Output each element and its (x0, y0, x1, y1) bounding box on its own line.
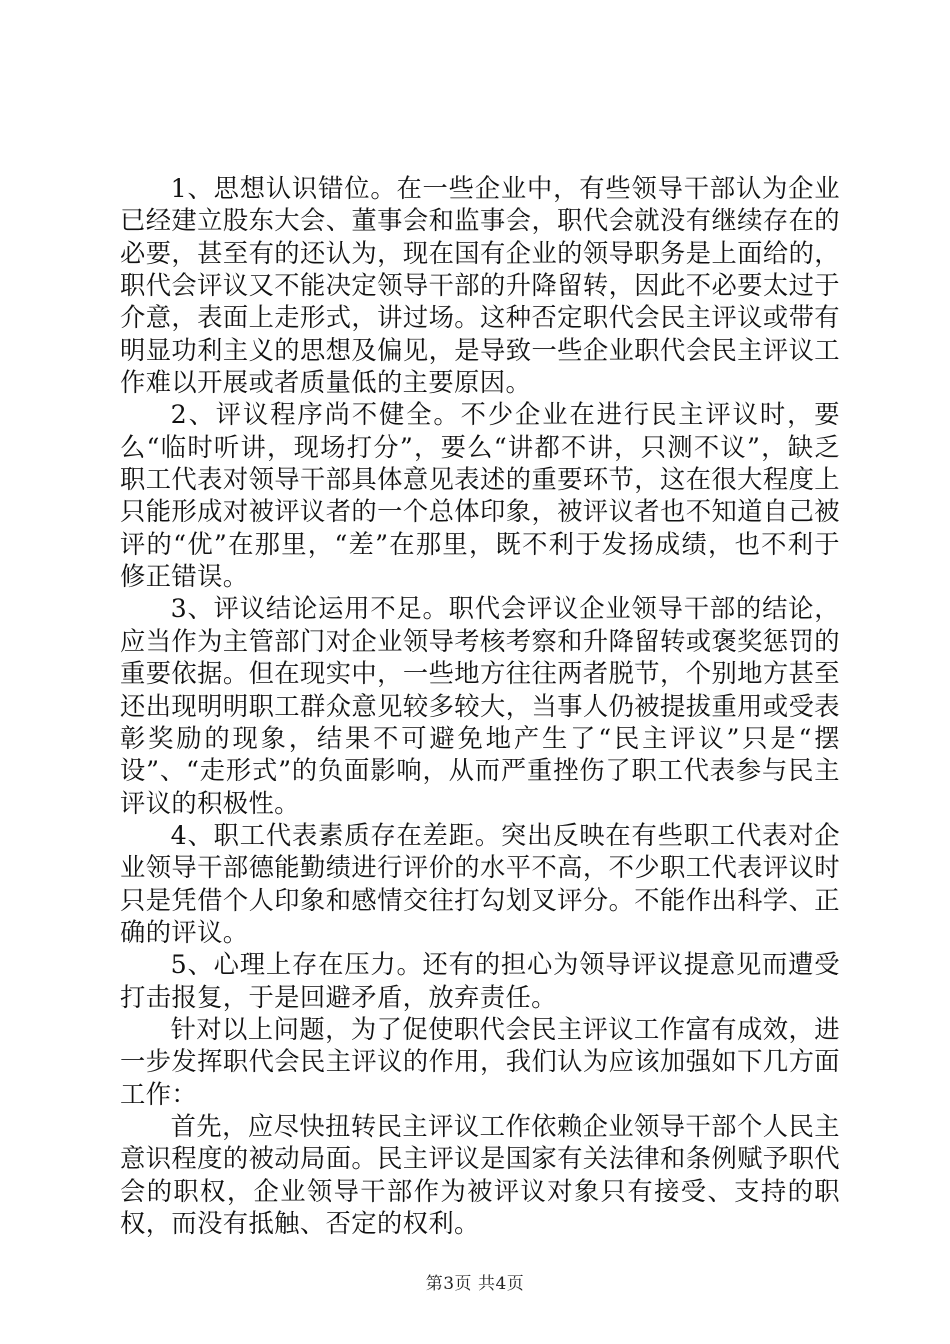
paragraph-point-4: 4、职工代表素质存在差距。突出反映在有些职工代表对企业领导干部德能勤绩进行评价的水平不高，不少职工代表评议时只是凭借个人印象和感情交往打勾划叉评分。不能作出科学、正确的评议。 (120, 820, 840, 947)
paragraph-first-measure: 首先，应尽快扭转民主评议工作依赖企业领导干部个人民主意识程度的被动局面。民主评议是国家有关法律和条例赋予职代会的职权，企业领导干部作为被评议对象只有接受、支持的职权，而没有抵触、否定的权利。 (120, 1111, 840, 1238)
paragraph-point-3: 3、评议结论运用不足。职代会评议企业领导干部的结论，应当作为主管部门对企业领导考核考察和升降留转或褒奖惩罚的重要依据。但在现实中，一些地方往往两者脱节，个别地方甚至还出现明明职工群众意见较多较大，当事人仍被提拔重用或受表彰奖励的现象，结果不可避免地产生了“民主评议”只是“摆设”、“走形式”的负面影响，从而严重挫伤了职工代表参与民主评议的积极性。 (120, 594, 840, 818)
paragraph-point-1: 1、思想认识错位。在一些企业中，有些领导干部认为企业已经建立股东大会、董事会和监事会，职代会就没有继续存在的必要，甚至有的还认为，现在国有企业的领导职务是上面给的，职代会评议又不能决定领导干部的升降留转，因此不必要太过于介意，表面上走形式，讲过场。这种否定职代会民主评议或带有明显功利主义的思想及偏见，是导致一些企业职代会民主评议工作难以开展或者质量低的主要原因。 (120, 174, 840, 398)
paragraph-point-5: 5、心理上存在压力。还有的担心为领导评议提意见而遭受打击报复，于是回避矛盾，放弃责任。 (120, 950, 840, 1012)
paragraph-measures-intro: 针对以上问题，为了促使职代会民主评议工作富有成效，进一步发挥职代会民主评议的作用，我们认为应该加强如下几方面工作： (120, 1014, 840, 1109)
paragraph-point-2: 2、评议程序尚不健全。不少企业在进行民主评议时，要么“临时听讲，现场打分”，要么“讲都不讲，只测不议”，缺乏职工代表对领导干部具体意见表述的重要环节，这在很大程度上只能形成对被评议者的一个总体印象，被评议者也不知道自己被评的“优”在那里，“差”在那里，既不利于发扬成绩，也不利于修正错误。 (120, 400, 840, 592)
page-number-footer: 第3页 共4页 (425, 1274, 525, 1294)
document-body (120, 173, 840, 1240)
